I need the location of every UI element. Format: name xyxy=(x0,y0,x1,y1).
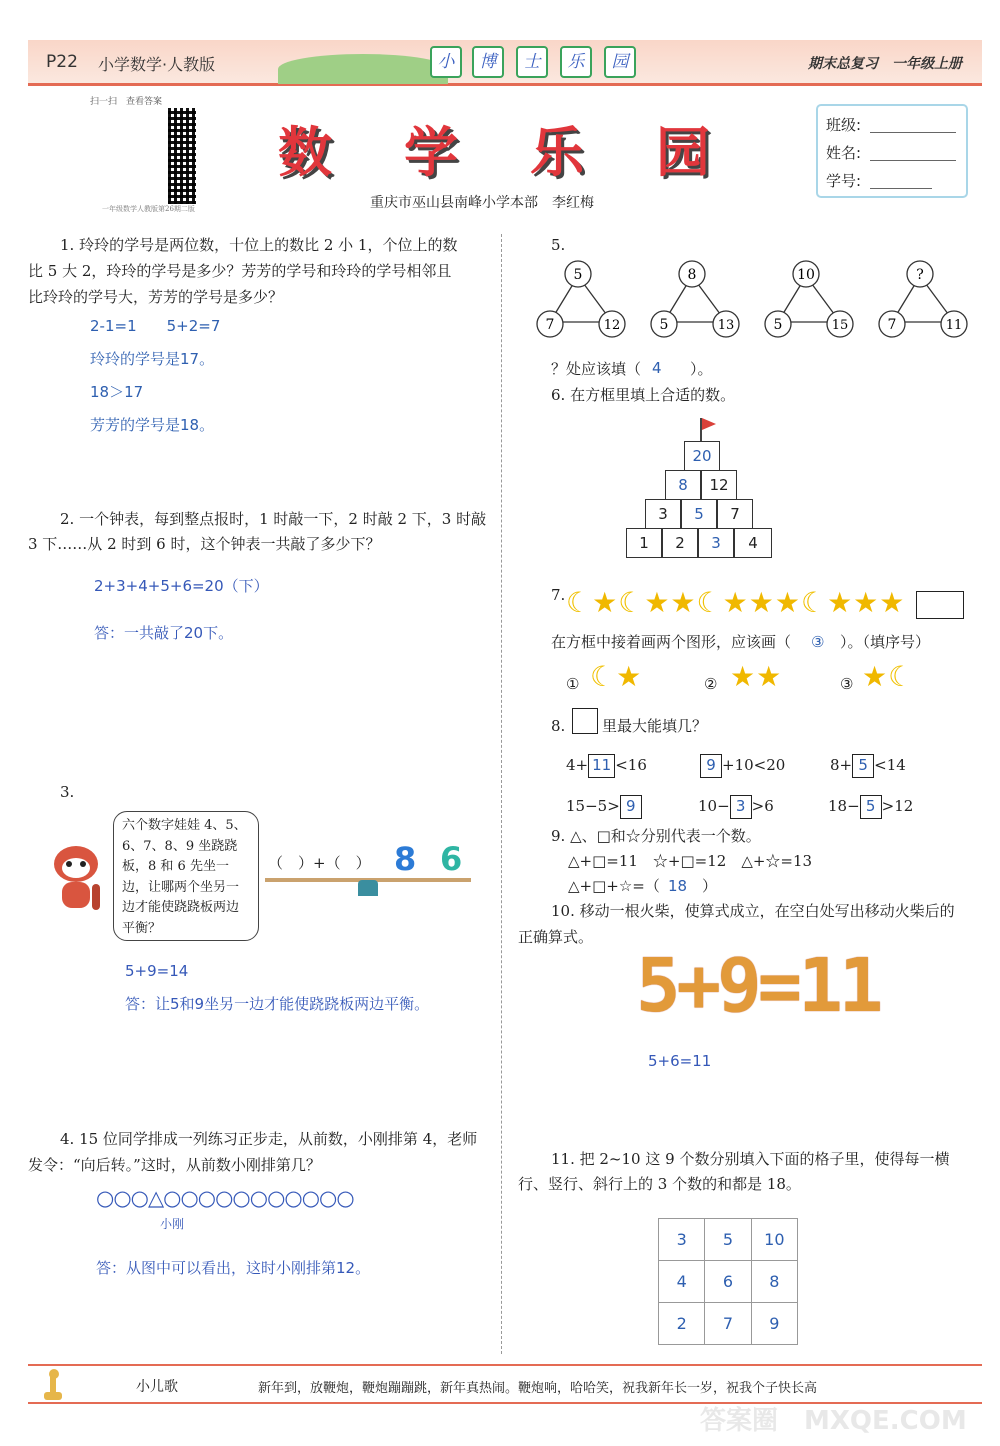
pyramid-r4-c2: 2 xyxy=(662,528,698,558)
tri-top: 8 xyxy=(687,267,697,283)
q7-opt2: ★★ xyxy=(730,660,783,693)
grid-cell: 6 xyxy=(705,1261,751,1303)
q8-answer-box[interactable]: 11 xyxy=(588,754,615,778)
q9-text: 9. △、□和☆分别代表一个数。 xyxy=(551,827,761,845)
q7-opt1-label: ① xyxy=(566,675,580,693)
q8-pre: 15−5> xyxy=(566,797,620,815)
class-label: 班级: xyxy=(826,116,862,134)
q8-box-icon xyxy=(572,708,598,734)
class-info-box xyxy=(816,104,968,198)
q8-item-5 xyxy=(698,793,774,819)
q1-answer-3: 18＞17 xyxy=(90,383,144,401)
q8-text: 里最大能填几？ xyxy=(602,717,708,735)
q8-item-3 xyxy=(830,752,906,778)
tri-right: 12 xyxy=(603,318,621,333)
q8-pre: 4+ xyxy=(566,756,589,774)
q7-opt3: ★☾ xyxy=(862,660,915,693)
q7-opt3-label: ③ xyxy=(840,675,854,693)
pyramid-r2-c2: 12 xyxy=(701,470,737,500)
q4-line1: 4. 15 位同学排成一列练习正步走，从前数，小刚排第 4，老师 xyxy=(60,1130,478,1148)
grid-cell: 10 xyxy=(751,1219,797,1261)
q3-blank: （ ）+（ ） xyxy=(268,854,371,872)
q10-answer: 5+6=11 xyxy=(648,1052,712,1070)
footer xyxy=(28,1364,982,1404)
book-title: 小学数学·人教版 xyxy=(98,55,216,74)
grid-cell: 8 xyxy=(751,1261,797,1303)
q1-answer-4: 芳芳的学号是18。 xyxy=(90,416,215,434)
pyramid-r3-c1: 3 xyxy=(645,499,681,529)
red-panda-mascot xyxy=(48,840,104,916)
q5-triangle-3 xyxy=(762,258,862,338)
name-field[interactable] xyxy=(870,160,956,161)
q1-line2: 比 5 大 2，玲玲的学号是多少？芳芳的学号和玲玲的学号相邻且 xyxy=(28,262,452,280)
qr-label: 扫一扫 查看答案 xyxy=(90,97,163,107)
q2-line1: 2. 一个钟表，每到整点报时，1 时敲一下，2 时敲 2 下，3 时敲 xyxy=(60,510,487,528)
q8-post: >6 xyxy=(751,797,774,815)
q8-item-6 xyxy=(828,793,913,819)
matchstick-equation: 5+9=11 xyxy=(636,943,880,1029)
giraffe-icon xyxy=(38,1368,68,1402)
q11-line1: 11. 把 2~10 这 9 个数分别填入下面的格子里，使得每一横 xyxy=(551,1150,950,1168)
q8-item-4 xyxy=(566,793,642,819)
q5-answer: 4 xyxy=(652,359,662,377)
q8-item-1 xyxy=(566,752,647,778)
header-right: 期末总复习 一年级上册 xyxy=(808,56,962,72)
tri-right: 11 xyxy=(945,318,963,333)
q10-line1: 10. 移动一根火柴，使算式成立，在空白处写出移动火柴后的 xyxy=(551,902,955,920)
q1-answer-1: 2-1=1 5+2=7 xyxy=(90,317,221,335)
q9-equations: △+□=11 ☆+□=12 △+☆=13 xyxy=(568,852,813,870)
q8-number: 8. xyxy=(551,717,566,735)
q8-item-2 xyxy=(700,752,785,778)
pyramid-r4-c4: 4 xyxy=(734,528,772,558)
q4-answer: 答：从图中可以看出，这时小刚排第12。 xyxy=(96,1259,371,1277)
title-char-4: 园 xyxy=(656,121,710,184)
q7-opt2-label: ② xyxy=(704,675,718,693)
tri-left: 5 xyxy=(773,317,783,333)
q9-close: ） xyxy=(702,877,718,895)
tri-left: 7 xyxy=(545,317,555,333)
tri-top: 5 xyxy=(573,267,583,283)
magic-square xyxy=(658,1218,798,1345)
grid-cell: 2 xyxy=(659,1303,705,1345)
q5-triangle-2 xyxy=(648,258,748,338)
seesaw-number-8: 8 xyxy=(394,840,417,878)
pyramid-r3-c2: 5 xyxy=(681,499,717,529)
q9-answer: 18 xyxy=(668,877,688,895)
q4-student-row: ○○○△○○○○○○○○○○○ xyxy=(96,1186,354,1210)
q8-pre: 10− xyxy=(698,797,730,815)
q2-answer-1: 2+3+4+5+6=20（下） xyxy=(94,577,269,595)
q8-post: +10<20 xyxy=(722,756,786,774)
tri-top: ? xyxy=(916,267,924,283)
tri-left: 7 xyxy=(887,317,897,333)
qr-code[interactable] xyxy=(168,108,196,204)
grid-cell: 9 xyxy=(751,1303,797,1345)
q8-post: <14 xyxy=(874,756,906,774)
pyramid-r4-c3: 3 xyxy=(698,528,734,558)
badge-4: 乐 xyxy=(560,46,592,78)
title-char-1: 数 xyxy=(278,121,332,184)
q5-prompt: ？处应该填（ xyxy=(551,360,642,378)
q11-line2: 行、竖行、斜行上的 3 个数的和都是 18。 xyxy=(518,1175,801,1193)
q3-answer-1: 5+9=14 xyxy=(125,962,189,980)
title-char-2: 学 xyxy=(404,121,458,184)
q7-answer-box[interactable] xyxy=(916,591,964,619)
q2-line2: 3 下……从 2 时到 6 时，这个钟表一共敲了多少下？ xyxy=(28,535,381,553)
q1-answer-2: 玲玲的学号是17。 xyxy=(90,350,215,368)
q7-sequence: ☾★☾★★☾★★★☾★★★ xyxy=(566,586,906,619)
flag-icon xyxy=(702,418,716,430)
q1-line3: 比玲玲的学号大，芳芳的学号是多少？ xyxy=(28,288,284,306)
q2-answer-2: 答：一共敲了20下。 xyxy=(94,624,234,642)
tri-right: 13 xyxy=(717,318,735,333)
pyramid-r3-c3: 7 xyxy=(717,499,753,529)
watermark: 答案圈 MXQE.COM xyxy=(700,1406,967,1436)
title-char-3: 乐 xyxy=(530,121,584,184)
grid-cell: 7 xyxy=(705,1303,751,1345)
footer-text: 新年到，放鞭炮，鞭炮蹦蹦跳，新年真热闹。鞭炮响，哈哈笑，祝我新年长一岁，祝我个子快长高 xyxy=(258,1381,818,1396)
qr-caption: 一年级数学人教版第26期二版 xyxy=(102,205,195,213)
pyramid-r2-c1: 8 xyxy=(665,470,701,500)
q1-line1: 1. 玲玲的学号是两位数，十位上的数比 2 小 1，个位上的数 xyxy=(60,236,458,254)
q8-answer-box[interactable]: 3 xyxy=(730,795,752,819)
pyramid-top: 20 xyxy=(684,441,720,471)
q8-answer-box[interactable]: 9 xyxy=(700,754,722,778)
decor-hills xyxy=(278,54,448,84)
badge-1: 小 xyxy=(430,46,462,78)
q6-text: 6. 在方框里填上合适的数。 xyxy=(551,386,736,404)
grid-cell: 3 xyxy=(659,1219,705,1261)
badge-2: 博 xyxy=(472,46,504,78)
footer-title: 小儿歌 xyxy=(136,1379,178,1395)
q8-pre: 8+ xyxy=(830,756,853,774)
q10-line2: 正确算式。 xyxy=(518,928,594,946)
q8-post: >12 xyxy=(881,797,914,815)
q8-answer-box[interactable]: 9 xyxy=(620,795,642,819)
q7-opt1: ☾★ xyxy=(590,660,643,693)
q7-answer: ③ xyxy=(811,633,825,651)
number-field[interactable] xyxy=(870,188,932,189)
tri-left: 5 xyxy=(659,317,669,333)
q8-pre: 18− xyxy=(828,797,860,815)
q9-question: △+□+☆=（ xyxy=(568,877,660,895)
tri-right: 15 xyxy=(831,318,849,333)
speech-bubble: 六个数字娃娃 4、5、6、7、8、9 坐跷跷板，8 和 6 先坐一边，让哪两个坐另一边才能使跷跷板两边平衡？ xyxy=(113,811,259,941)
q3-number: 3. xyxy=(60,783,75,801)
q4-line2: 发令：“向后转。”这时，从前数小刚排第几？ xyxy=(28,1156,321,1174)
badge-3: 士 xyxy=(516,46,548,78)
seesaw-pivot xyxy=(358,880,378,896)
q5-close: ）。 xyxy=(690,360,713,378)
q5-number: 5. xyxy=(551,236,566,254)
badge-5: 园 xyxy=(604,46,636,78)
grid-cell: 5 xyxy=(705,1219,751,1261)
q7-text: 在方框中接着画两个图形，应该画（ xyxy=(551,633,792,651)
page-number: P22 xyxy=(46,52,78,72)
q3-answer-2: 答：让5和9坐另一边才能使跷跷板两边平衡。 xyxy=(125,995,430,1013)
author: 重庆市巫山县南峰小学本部 李红梅 xyxy=(370,195,594,211)
q5-triangle-4 xyxy=(876,258,976,338)
name-label: 姓名: xyxy=(826,144,862,162)
q8-answer-box[interactable]: 5 xyxy=(852,754,874,778)
q7-number: 7. xyxy=(551,586,566,604)
q7-close: ）。（填序号） xyxy=(840,633,931,651)
class-field[interactable] xyxy=(870,132,956,133)
pyramid-r4-c1: 1 xyxy=(626,528,662,558)
q8-post: <16 xyxy=(615,756,647,774)
header-band xyxy=(28,40,982,86)
seesaw-number-6: 6 xyxy=(440,840,463,878)
q5-triangle-1 xyxy=(534,258,634,338)
number-label: 学号: xyxy=(826,172,862,190)
column-divider xyxy=(501,234,502,1354)
tri-top: 10 xyxy=(797,267,815,283)
grid-cell: 4 xyxy=(659,1261,705,1303)
q4-xiaogang-label: 小刚 xyxy=(160,1217,185,1231)
q8-answer-box[interactable]: 5 xyxy=(860,795,882,819)
